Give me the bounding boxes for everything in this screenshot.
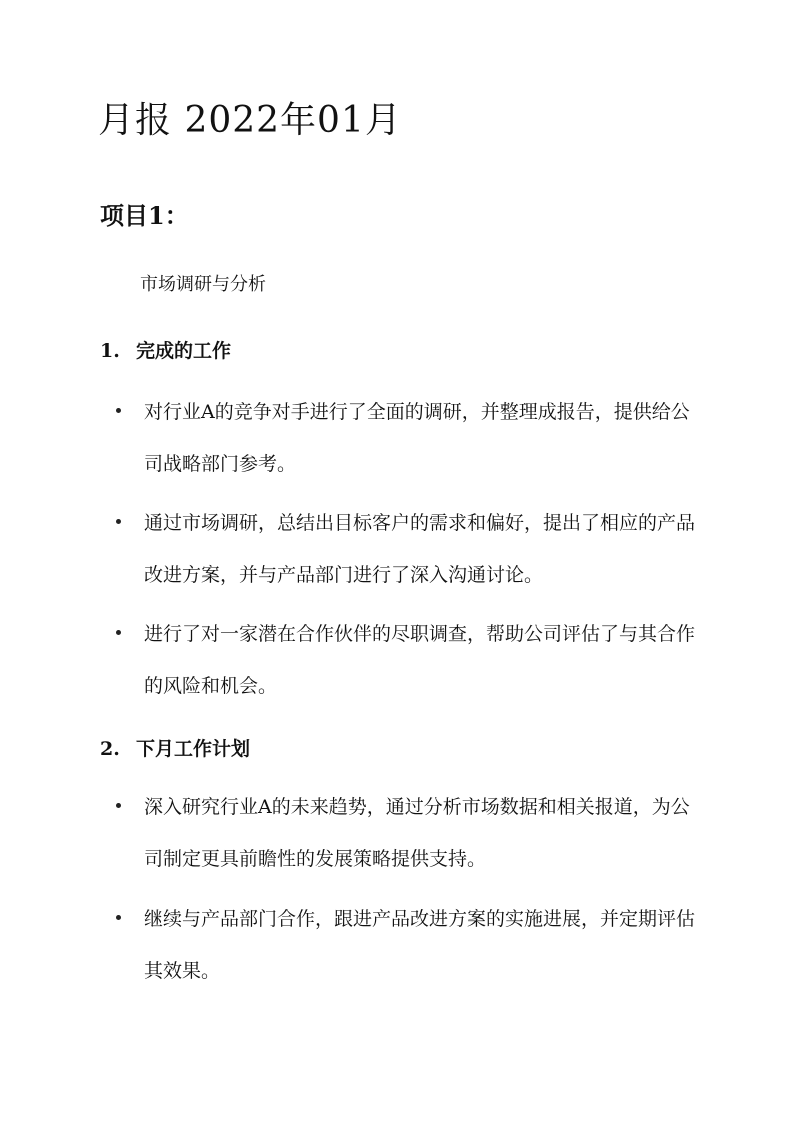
project-heading: 项目1：	[100, 201, 189, 230]
list-item-text: 继续与产品部门合作，跟进产品改进方案的实施进展，并定期评估其效果。	[144, 908, 696, 982]
section-heading-completed-work	[100, 336, 231, 363]
list-item	[116, 497, 706, 601]
bullet-icon	[116, 519, 121, 524]
section-title: 下月工作计划	[136, 738, 251, 760]
list-item	[116, 386, 706, 490]
project-name: 市场调研与分析	[140, 274, 266, 295]
bullet-icon	[116, 803, 121, 808]
section-number: 1.	[100, 340, 120, 362]
list-item-text: 进行了对一家潜在合作伙伴的尽职调查，帮助公司评估了与其合作的风险和机会。	[144, 623, 696, 697]
section-heading-next-month-plan	[100, 734, 250, 761]
section-number: 2.	[100, 738, 120, 760]
list-item	[116, 608, 706, 712]
bullet-icon	[116, 630, 121, 635]
section-title: 完成的工作	[136, 340, 232, 362]
list-item	[116, 781, 706, 885]
list-item-text: 深入研究行业A的未来趋势，通过分析市场数据和相关报道，为公司制定更具前瞻性的发展策略提供支持。	[144, 796, 690, 870]
document-title: 月报 2022年01月	[98, 100, 402, 141]
bullet-icon	[116, 408, 121, 413]
list-item-text: 通过市场调研，总结出目标客户的需求和偏好，提出了相应的产品改进方案，并与产品部门进行了深入沟通讨论。	[144, 512, 696, 586]
list-item-text: 对行业A的竞争对手进行了全面的调研，并整理成报告，提供给公司战略部门参考。	[144, 401, 690, 475]
list-item	[116, 893, 706, 997]
bullet-icon	[116, 915, 121, 920]
